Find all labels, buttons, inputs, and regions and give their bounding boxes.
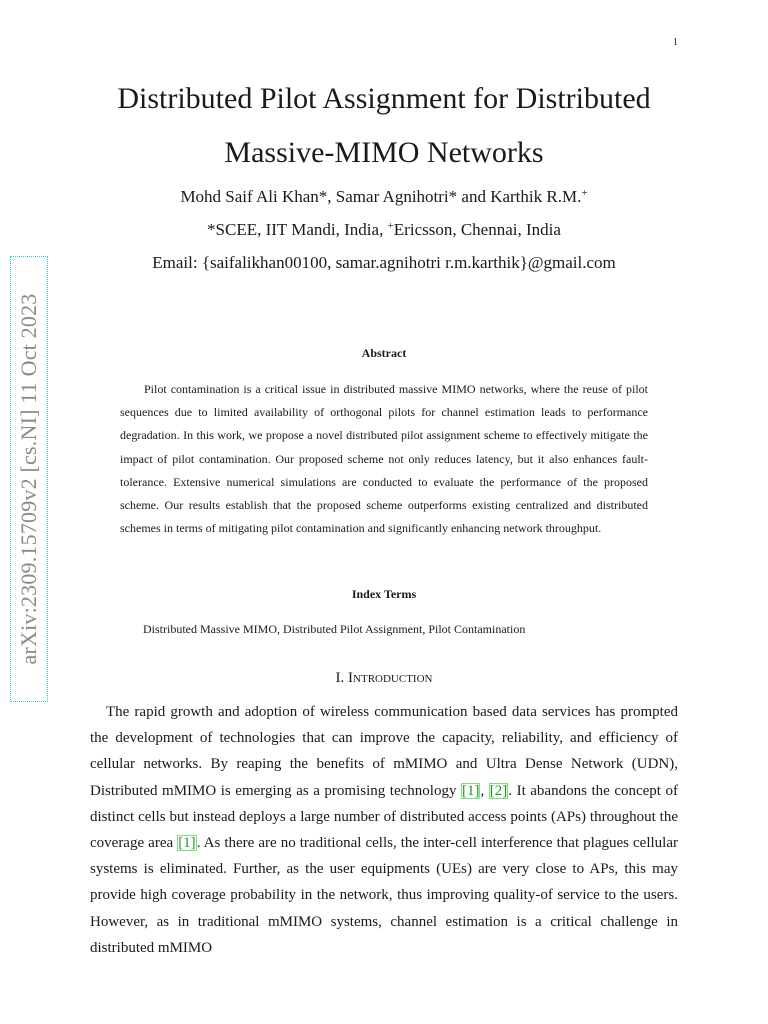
intro-text-1: The rapid growth and adoption of wireless communication based data services has prompted the development of technologies that can improve the capacity, reliability, and efficiency of cellular networks. By reaping the benefits of mMIMO and Ultra Dense Network (UDN), Distributed mMIMO is emerging as a promising technology [90, 704, 678, 799]
abstract-text: Pilot contamination is a critical issue in distributed massive MIMO networks, where the reuse of pilot sequences due to limited availability of orthogonal pilots for channel estimation leads to performance degradation. In this work, we propose a novel distributed pilot assignment scheme to effectively mitigate the impact of pilot contamination. Our proposed scheme not only reduces latency, but it also enhances fault-tolerance. Extensive numerical simulations are conducted to evaluate the performance of the proposed scheme. Our results establish that the proposed scheme outperforms existing centralized and distributed schemes in terms of mitigating pilot contamination and significantly enhancing network throughput. [120, 382, 648, 536]
author-list [0, 187, 768, 207]
citation-link[interactable]: [2] [489, 782, 508, 799]
title-line-2: Massive-MIMO Networks [224, 136, 544, 169]
section-heading [0, 670, 768, 687]
intro-text-2: , [480, 782, 489, 799]
intro-text-3: . It abandons the concept of distinct cells but instead deploys a large number of distributed access points (APs) throughout the coverage area [90, 782, 678, 852]
affiliations [0, 220, 768, 240]
index-terms-heading: Index Terms [351, 587, 417, 601]
affiliation-b: Ericsson, Chennai, India [393, 220, 561, 239]
intro-paragraph [90, 699, 678, 961]
affiliation-sup: + [387, 220, 394, 232]
arxiv-stamp[interactable] [10, 256, 48, 702]
page-number: 1 [673, 37, 678, 48]
intro-text-4: . As there are no traditional cells, the inter-cell interference that plagues cellular systems is eliminated. Further, as the user equipments (UEs) are very close to APs, this may provide high coverage probability in the network, thus improving quality-of service to the users. However, as in traditional mMIMO systems, channel estimation is a critical challenge in distributed mMIMO [90, 835, 678, 956]
arxiv-stamp-text: arXiv:2309.15709v2 [cs.NI] 11 Oct 2023 [16, 293, 41, 665]
author-names: Mohd Saif Ali Khan*, Samar Agnihotri* and Karthik R.M. [180, 187, 582, 206]
author-email: Email: {saifalikhan00100, samar.agnihotri r.m.karthik}@gmail.com [152, 253, 616, 272]
section-title: Introduction [348, 670, 433, 686]
citation-link[interactable]: [1] [461, 782, 480, 799]
citation-link[interactable]: [1] [178, 835, 196, 852]
affiliation-a: *SCEE, IIT Mandi, India, [207, 220, 388, 239]
section-number: I. [335, 670, 349, 686]
title-line-1: Distributed Pilot Assignment for Distributed [117, 82, 651, 115]
paper-title [0, 72, 768, 180]
author-sup: + [581, 187, 588, 199]
abstract-heading: Abstract [361, 346, 407, 360]
index-terms-text: Distributed Massive MIMO, Distributed Pilot Assignment, Pilot Contamination [143, 622, 526, 636]
